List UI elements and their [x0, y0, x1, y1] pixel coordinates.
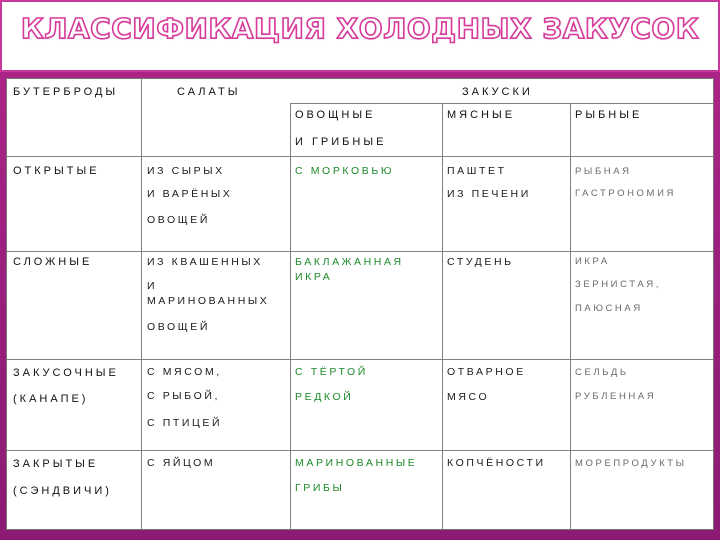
salad-cell: С ЯЙЦОМ: [147, 457, 216, 469]
vegetable-cell: БАКЛАЖАННАЯ: [295, 256, 404, 268]
salad-cell: С МЯСОМ,: [147, 366, 222, 378]
table-divider: [442, 103, 443, 529]
header-vegetable-mushroom: И ГРИБНЫЕ: [295, 136, 387, 148]
table-divider: [570, 103, 571, 529]
vegetable-cell: С МОРКОВЬЮ: [295, 165, 395, 177]
fish-cell: ГАСТРОНОМИЯ: [575, 188, 676, 199]
salad-cell: ИЗ СЫРЫХ: [147, 165, 225, 177]
fish-cell: СЕЛЬДЬ: [575, 367, 629, 378]
title-band: [0, 0, 720, 72]
meat-cell: ПАШТЕТ: [447, 165, 507, 177]
table-divider: [7, 359, 713, 360]
header-vegetable: ОВОЩНЫЕ: [295, 109, 376, 121]
meat-cell: ИЗ ПЕЧЕНИ: [447, 188, 531, 200]
page-title: КЛАССИФИКАЦИЯ ХОЛОДНЫХ ЗАКУСОК: [20, 12, 700, 45]
salad-cell: С ПТИЦЕЙ: [147, 417, 223, 429]
row-label-open: ОТКРЫТЫЕ: [13, 165, 100, 177]
vegetable-cell: ГРИБЫ: [295, 482, 345, 494]
row-label-closed: ЗАКРЫТЫЕ: [13, 458, 99, 470]
header-fish: РЫБНЫЕ: [575, 109, 643, 121]
vegetable-cell: РЕДКОЙ: [295, 391, 354, 403]
fish-cell: ЗЕРНИСТАЯ,: [575, 279, 661, 290]
table-divider: [290, 103, 291, 529]
fish-cell: ИКРА: [575, 256, 610, 267]
vegetable-cell: ИКРА: [295, 271, 333, 283]
salad-cell: МАРИНОВАННЫХ: [147, 295, 270, 307]
meat-cell: МЯСО: [447, 391, 490, 403]
table-divider: [7, 251, 713, 252]
salad-cell: ОВОЩЕЙ: [147, 214, 210, 226]
table-divider: [141, 79, 142, 529]
vegetable-cell: С ТЁРТОЙ: [295, 366, 368, 378]
meat-cell: КОПЧЁНОСТИ: [447, 457, 546, 469]
table-divider: [7, 450, 713, 451]
meat-cell: ОТВАРНОЕ: [447, 366, 526, 378]
header-sandwiches: БУТЕРБРОДЫ: [13, 86, 119, 98]
fish-cell: РЫБНАЯ: [575, 166, 632, 177]
table-divider: [7, 156, 713, 157]
meat-cell: СТУДЕНЬ: [447, 256, 514, 268]
header-meat: МЯСНЫЕ: [447, 109, 516, 121]
salad-cell: С РЫБОЙ,: [147, 390, 221, 402]
classification-table: [6, 78, 714, 530]
fish-cell: МОРЕПРОДУКТЫ: [575, 458, 687, 469]
salad-cell: И: [147, 280, 158, 292]
fish-cell: РУБЛЕННАЯ: [575, 391, 657, 402]
salad-cell: ИЗ КВАШЕННЫХ: [147, 256, 263, 268]
header-appetizers: ЗАКУСКИ: [462, 86, 533, 98]
vegetable-cell: МАРИНОВАННЫЕ: [295, 457, 418, 469]
salad-cell: ОВОЩЕЙ: [147, 321, 210, 333]
row-label-complex: СЛОЖНЫЕ: [13, 256, 93, 268]
table-divider: [290, 103, 713, 104]
row-label-closed-paren: (СЭНДВИЧИ): [13, 485, 112, 497]
row-label-canape: ЗАКУСОЧНЫЕ: [13, 367, 119, 379]
row-label-canape-paren: (КАНАПЕ): [13, 393, 89, 405]
salad-cell: И ВАРЁНЫХ: [147, 188, 233, 200]
fish-cell: ПАЮСНАЯ: [575, 303, 643, 314]
header-salads: САЛАТЫ: [177, 86, 241, 98]
